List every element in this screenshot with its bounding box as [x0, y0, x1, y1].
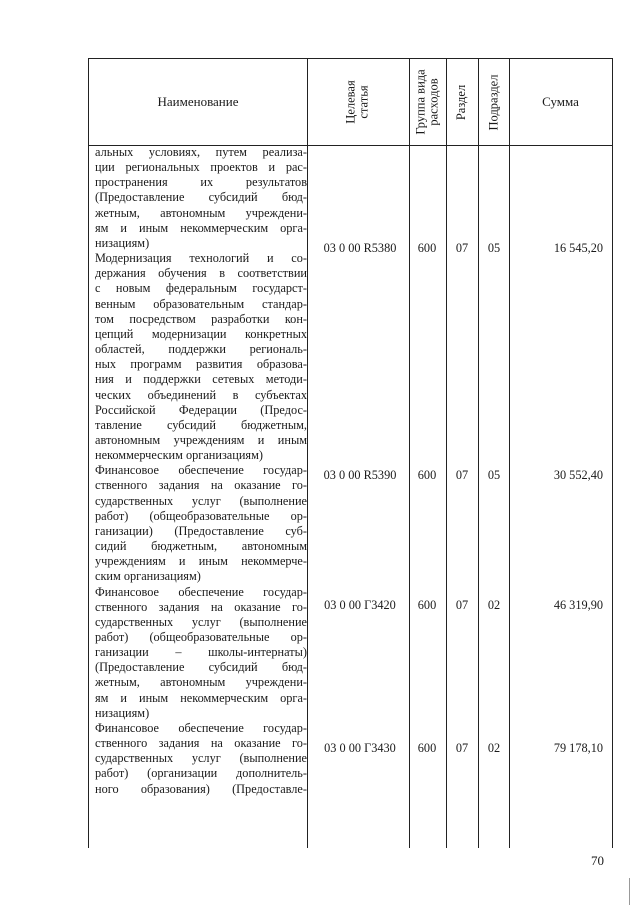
- name-line: учреждениям и иным некоммерче-: [95, 554, 307, 569]
- header-subsection: Подраздел: [486, 74, 500, 130]
- row-group: 600: [417, 468, 437, 482]
- row-amount: 16 545,20: [553, 241, 603, 255]
- header-section: Раздел: [454, 84, 469, 120]
- row-section: 07: [455, 468, 469, 482]
- name-line: (Предоставление субсидий бюд-: [95, 190, 307, 205]
- row-subsection: 02: [487, 741, 501, 755]
- name-line: ганизации – школы-интернаты): [95, 645, 307, 660]
- col-divider: [478, 59, 479, 848]
- header-expense-group: Группа вида расходов: [413, 69, 441, 135]
- row-amount: 46 319,90: [553, 598, 603, 612]
- name-line: работ) (общеобразовательные ор-: [95, 630, 307, 644]
- name-line: ственного задания на оказание го-: [95, 736, 307, 751]
- name-line: Финансовое обеспечение государ-: [95, 584, 307, 599]
- name-line: том посредством разработки кон-: [95, 311, 307, 326]
- name-line: ям и иным некоммерческим орга-: [95, 690, 307, 705]
- name-line: ции региональных проектов и рас-: [95, 160, 307, 175]
- row-section: 07: [455, 241, 469, 255]
- col-divider: [446, 59, 447, 848]
- page-number: 70: [591, 853, 604, 868]
- name-line: жетным, автономным учреждени-: [95, 205, 307, 220]
- name-line: ям и иным некоммерческим орга-: [95, 220, 307, 235]
- col-divider: [307, 59, 308, 848]
- row-code: 03 0 00 Г3430: [324, 741, 396, 755]
- name-line: жетным, автономным учреждени-: [95, 675, 307, 690]
- row-amount: 79 178,10: [553, 741, 603, 755]
- name-line: сударственных услуг (выполнение: [95, 614, 307, 629]
- name-line: венным образовательным стандар-: [95, 296, 307, 311]
- name-line: сударственных услуг (выполнение: [95, 751, 307, 766]
- name-line: держания обучения в соответствии: [95, 266, 307, 281]
- col-divider: [509, 59, 510, 848]
- name-line: Финансовое обеспечение государ-: [95, 720, 307, 735]
- name-line: ных программ развития образова-: [95, 357, 307, 372]
- row-section: 07: [455, 741, 469, 755]
- name-line: Модернизация технологий и со-: [95, 251, 307, 266]
- name-line: ственного задания на оказание го-: [95, 599, 307, 614]
- header-target-article: Целевая статья: [344, 80, 371, 124]
- row-code: 03 0 00 R5390: [323, 468, 397, 482]
- name-line: альных условиях, путем реализа-: [95, 145, 307, 159]
- name-line: пространения их результатов: [95, 175, 307, 190]
- header-amount: Сумма: [542, 94, 579, 109]
- name-line: некоммерческим организациям): [95, 448, 263, 463]
- name-line: цепций модернизации конкретных: [95, 326, 307, 341]
- row-code: 03 0 00 R5380: [323, 241, 397, 255]
- name-line: тавление субсидий бюджетным,: [95, 417, 307, 432]
- name-line: низациям): [95, 235, 150, 250]
- name-column-text: [95, 145, 307, 797]
- row-code: 03 0 00 Г3420: [324, 598, 396, 612]
- name-line: ческих объединений в субъектах: [95, 387, 307, 402]
- row-group: 600: [417, 598, 437, 612]
- name-line: работ) (общеобразовательные ор-: [95, 508, 307, 523]
- name-line: ским организациям): [95, 569, 201, 584]
- name-line: сударственных услуг (выполнение: [95, 493, 307, 508]
- col-divider: [409, 59, 410, 848]
- name-line: с новым федеральным государст-: [95, 281, 307, 296]
- row-subsection: 05: [487, 241, 501, 255]
- name-line: Финансовое обеспечение государ-: [95, 463, 307, 478]
- name-line: ганизации) (Предоставление суб-: [95, 523, 307, 538]
- name-line: ния и поддержки сетевых методи-: [95, 372, 307, 387]
- row-subsection: 05: [487, 468, 501, 482]
- name-line: ного образования) (Предоставле-: [95, 781, 307, 796]
- row-amount: 30 552,40: [553, 468, 603, 482]
- name-line: низациям): [95, 705, 150, 720]
- name-line: Российской Федерации (Предос-: [95, 402, 307, 417]
- name-line: (Предоставление субсидий бюд-: [95, 660, 307, 675]
- row-group: 600: [417, 741, 437, 755]
- row-group: 600: [417, 241, 437, 255]
- name-line: автономным учреждениям и иным: [95, 432, 307, 447]
- page-edge-mark: [629, 878, 630, 905]
- row-subsection: 02: [487, 598, 501, 612]
- name-line: работ) (организации дополнитель-: [95, 766, 307, 781]
- name-line: сидий бюджетным, автономным: [95, 539, 307, 554]
- name-line: ственного задания на оказание го-: [95, 478, 307, 493]
- header-name: Наименование: [157, 94, 239, 109]
- row-section: 07: [455, 598, 469, 612]
- name-line: областей, поддержки региональ-: [95, 342, 307, 357]
